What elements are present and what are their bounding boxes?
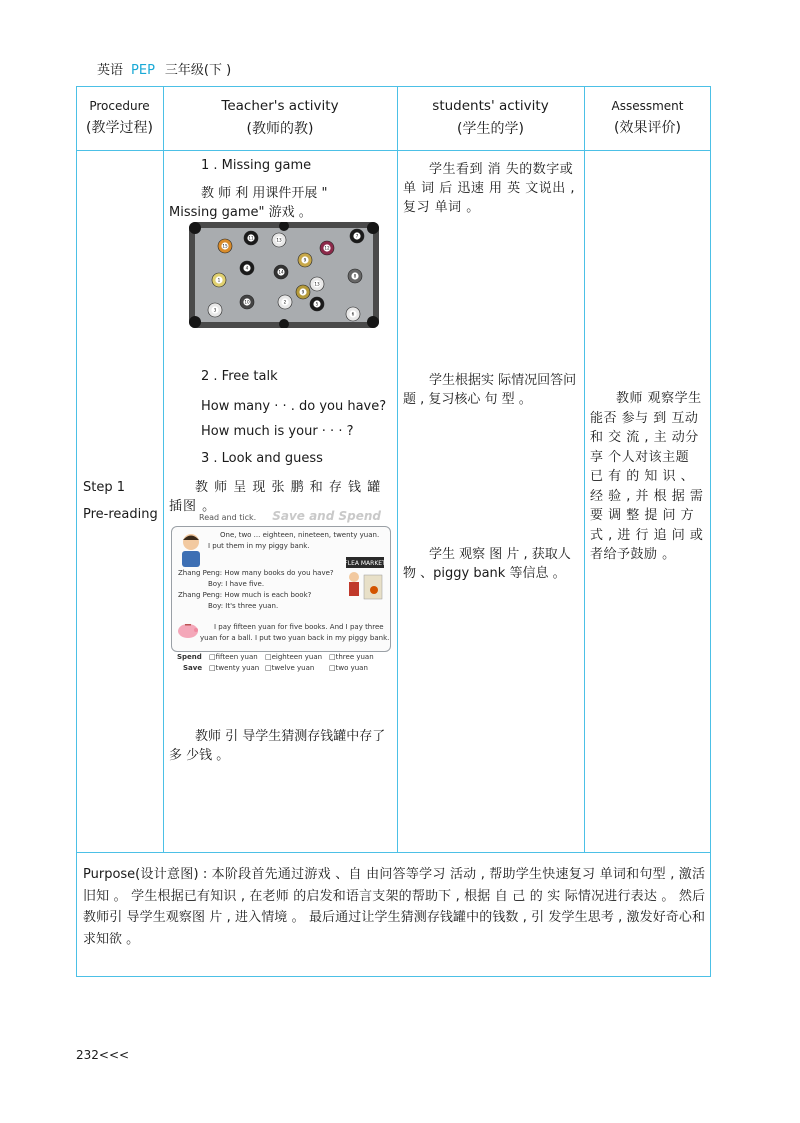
boy-illustration xyxy=(176,531,206,569)
header-row-divider xyxy=(76,150,711,151)
comic-panel xyxy=(171,526,391,652)
comic-line-1: One, two ... eighteen, nineteen, twenty yuan. xyxy=(220,531,380,539)
header-assessment-zh: (效果评价) xyxy=(614,120,681,136)
billiard-ball-number: 1 xyxy=(217,277,221,283)
billiard-ball-number: 9 xyxy=(301,289,305,295)
item3-title: 3 . Look and guess xyxy=(201,451,323,466)
free-talk-question-2: How much is your · · · ? xyxy=(201,424,354,439)
billiard-ball-number: 10 xyxy=(244,299,250,305)
header-assessment-en: Assessment xyxy=(611,99,684,113)
comic-line-3: Zhang Peng: How many books do you have? xyxy=(178,569,334,577)
header-teacher xyxy=(163,86,397,150)
billiard-ball-number: 15 xyxy=(222,243,228,249)
header-procedure-en: Procedure xyxy=(89,99,150,113)
billiard-ball-number: 7 xyxy=(355,233,359,239)
guess-desc: 教师 引 导学生猜测存钱罐中存了 多 少钱 。 xyxy=(169,729,386,763)
billiard-ball-number: 5 xyxy=(315,301,319,307)
header-procedure-zh: (教学过程) xyxy=(86,120,153,136)
comic-instruction: Read and tick. xyxy=(199,513,257,522)
header-teacher-zh: (教师的教) xyxy=(246,121,314,137)
billiard-ball-number: 12 xyxy=(324,245,330,251)
running-header xyxy=(97,59,231,78)
comic-line-8: yuan for a ball. I put two yuan back in my piggy bank. xyxy=(200,634,390,642)
billiard-ball-number: 14 xyxy=(278,269,284,275)
billiard-ball-number: 4 xyxy=(245,265,249,271)
item3-desc: 教 师 呈 现 张 鹏 和 存 钱 罐 插图 。 xyxy=(169,480,382,514)
item1-desc-b: Missing game" 游戏 。 xyxy=(169,205,312,220)
save-option-2: □twelve yuan xyxy=(265,664,315,672)
student-activity-3: 学生 观察 图 片 , 获取人物 、piggy bank 等信息 。 xyxy=(403,547,571,581)
page-number: 232<<< xyxy=(76,1048,130,1062)
header-procedure xyxy=(76,86,163,150)
billiard-ball-number: 8 xyxy=(353,273,357,279)
subject-label: 英语 xyxy=(97,63,124,78)
billiard-ball-number: 9 xyxy=(303,257,307,263)
comic-line-5: Zhang Peng: How much is each book? xyxy=(178,591,312,599)
student-activity-2: 学生根据实 际情况回答问题 , 复习核心 句 型 。 xyxy=(403,373,577,407)
billiard-ball-number: 6 xyxy=(351,311,355,317)
save-option-1: □twenty yuan xyxy=(209,664,260,672)
purpose-text: Purpose(设计意图) : 本阶段首先通过游戏 、自 由问答等学习 活动 , 帮助学生快速复习 单词和句型 , 激活旧知 。 学生根据已有知识 , 在老师 的启发和语言支架的帮助下 , 根据 自 己 的 实 际情况进行表达 。 然后教师引 导学生观察图 片 , 进入情境 。 最后通过让学生猜测存钱罐中的钱数 , 引 发学生思考 , 激发好奇心和求知欲 。 xyxy=(83,867,705,947)
spend-option-1: □fifteen yuan xyxy=(209,653,258,661)
item1-title: 1 . Missing game xyxy=(201,158,312,173)
step-name: Pre-reading xyxy=(83,507,158,522)
comic-line-2: I put them in my piggy bank. xyxy=(208,542,310,550)
billiard-ball-number: 2 xyxy=(283,299,287,305)
item2-title: 2 . Free talk xyxy=(201,369,278,384)
piggy-bank-icon xyxy=(176,621,200,639)
free-talk-question-1: How many · · . do you have? xyxy=(201,399,387,414)
assessment-text: 教师 观察学生能否 参与 到 互动 和 交 流 , 主 动分享 个人对该主题 已 有 的 知 识 、经 验 , 并 根 据 需要 调 整 提 问 方式 , 进 行 追 问 或者给予鼓励 。 xyxy=(590,391,704,562)
column-divider xyxy=(163,86,164,852)
header-students xyxy=(397,86,584,150)
save-label: Save xyxy=(183,664,203,672)
step-number: Step 1 xyxy=(83,480,126,495)
spend-option-2: □eighteen yuan xyxy=(265,653,323,661)
spend-option-3: □three yuan xyxy=(329,653,374,661)
header-students-en: students' activity xyxy=(432,98,549,114)
header-teacher-en: Teacher's activity xyxy=(221,98,339,114)
comic-line-6: Boy: It's three yuan. xyxy=(208,602,279,610)
billiard-ball-number: 11 xyxy=(248,235,254,241)
column-divider xyxy=(584,86,585,852)
save-option-3: □two yuan xyxy=(329,664,368,672)
flea-market-stall xyxy=(344,555,386,603)
header-assessment xyxy=(584,86,711,150)
edition-label: PEP xyxy=(131,63,155,78)
flea-market-sign: FLEA MARKET xyxy=(344,560,386,567)
student-activity-1: 学生看到 消 失的数字或单 词 后 迅速 用 英 文说出 , 复习 单词 。 xyxy=(403,162,576,215)
purpose-row-divider xyxy=(76,852,711,853)
comic-line-4: Boy: I have five. xyxy=(208,580,265,588)
comic-line-7: I pay fifteen yuan for five books. And I pay three xyxy=(214,623,384,631)
piggy-bank-comic-image xyxy=(169,507,391,672)
header-students-zh: (学生的学) xyxy=(457,121,524,137)
comic-brand: Save and Spend xyxy=(272,509,381,523)
billiard-table-image xyxy=(189,222,379,328)
spend-label: Spend xyxy=(177,653,202,661)
billiard-ball-number: 3 xyxy=(213,307,217,313)
column-divider xyxy=(397,86,398,852)
billiard-ball-number: 13 xyxy=(314,281,320,287)
billiard-ball-number: 13 xyxy=(276,237,282,243)
grade-label: 三年级(下 ) xyxy=(164,63,232,78)
item1-desc-a: 教 师 利 用课件开展 " xyxy=(201,186,328,201)
